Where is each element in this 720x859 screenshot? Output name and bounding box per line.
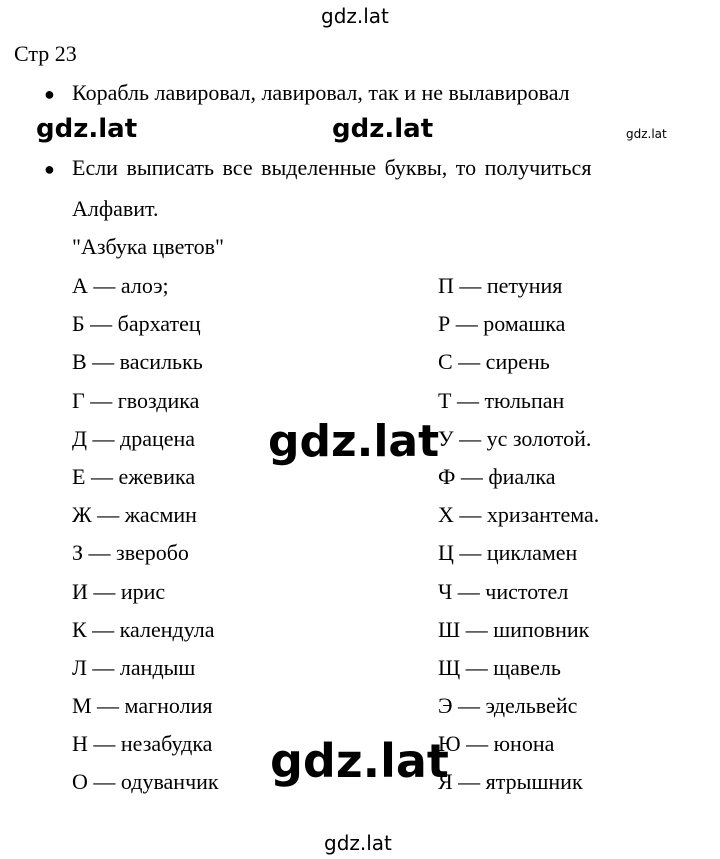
list-item: Ш — шиповник — [438, 616, 590, 642]
page-number: Стр 23 — [14, 41, 77, 66]
list-item: Ц — цикламен — [438, 540, 578, 566]
watermark-bottom: gdz.lat — [324, 831, 392, 855]
bullet-text-tongue-twister: Корабль лавировал, лавировал, так и не вылавировал — [72, 80, 570, 105]
watermark-large-middle: gdz.lat — [268, 416, 440, 467]
list-item: Я — ятрышник — [438, 769, 583, 795]
flower-list-right — [438, 273, 599, 808]
list-item: З — зверобо — [72, 540, 189, 566]
list-item: К — календула — [72, 616, 215, 642]
list-item: Ю — юнона — [438, 731, 555, 757]
watermark-left: gdz.lat — [36, 114, 138, 144]
list-item: Э — эдельвейс — [438, 693, 578, 719]
list-item: Б — бархатец — [72, 311, 201, 337]
list-item: У — ус золотой. — [438, 425, 592, 451]
list-title: "Азбука цветов" — [72, 234, 225, 259]
watermark-center: gdz.lat — [332, 114, 434, 144]
list-item: В — василькь — [72, 349, 203, 375]
list-item: Ж — жасмин — [72, 502, 197, 528]
list-item: Г — гвоздика — [72, 387, 200, 413]
list-item: И — ирис — [72, 578, 166, 604]
watermark-small: gdz.lat — [626, 127, 667, 141]
list-item: Л — ландыш — [72, 654, 196, 680]
list-item: А — алоэ; — [72, 273, 169, 298]
bullet-text-alphabet-line2: Алфавит. — [72, 196, 159, 221]
list-item: Щ — щавель — [438, 654, 561, 680]
list-item: С — сирень — [438, 349, 550, 375]
list-item: О — одуванчик — [72, 769, 219, 795]
list-item: Д — драцена — [72, 425, 196, 451]
list-item: Е — ежевика — [72, 463, 196, 489]
bullet-dot: ● — [44, 84, 55, 104]
list-item: Т — тюльпан — [438, 387, 565, 413]
list-item: Н — незабудка — [72, 731, 213, 757]
list-item: Ф — фиалка — [438, 463, 556, 489]
list-item: Х — хризантема. — [438, 502, 600, 528]
list-item: П — петуния — [438, 273, 563, 298]
list-item: Р — ромашка — [438, 311, 566, 337]
bullet-text-alphabet-line1: Если выписать все выделенные буквы, то получиться — [72, 155, 592, 180]
list-item: Ч — чистотел — [438, 578, 569, 604]
watermark-top: gdz.lat — [321, 4, 389, 28]
list-item: М — магнолия — [72, 693, 213, 719]
bullet-dot: ● — [44, 159, 55, 179]
flower-list-left — [72, 273, 219, 808]
watermark-large-bottom: gdz.lat — [270, 734, 449, 788]
